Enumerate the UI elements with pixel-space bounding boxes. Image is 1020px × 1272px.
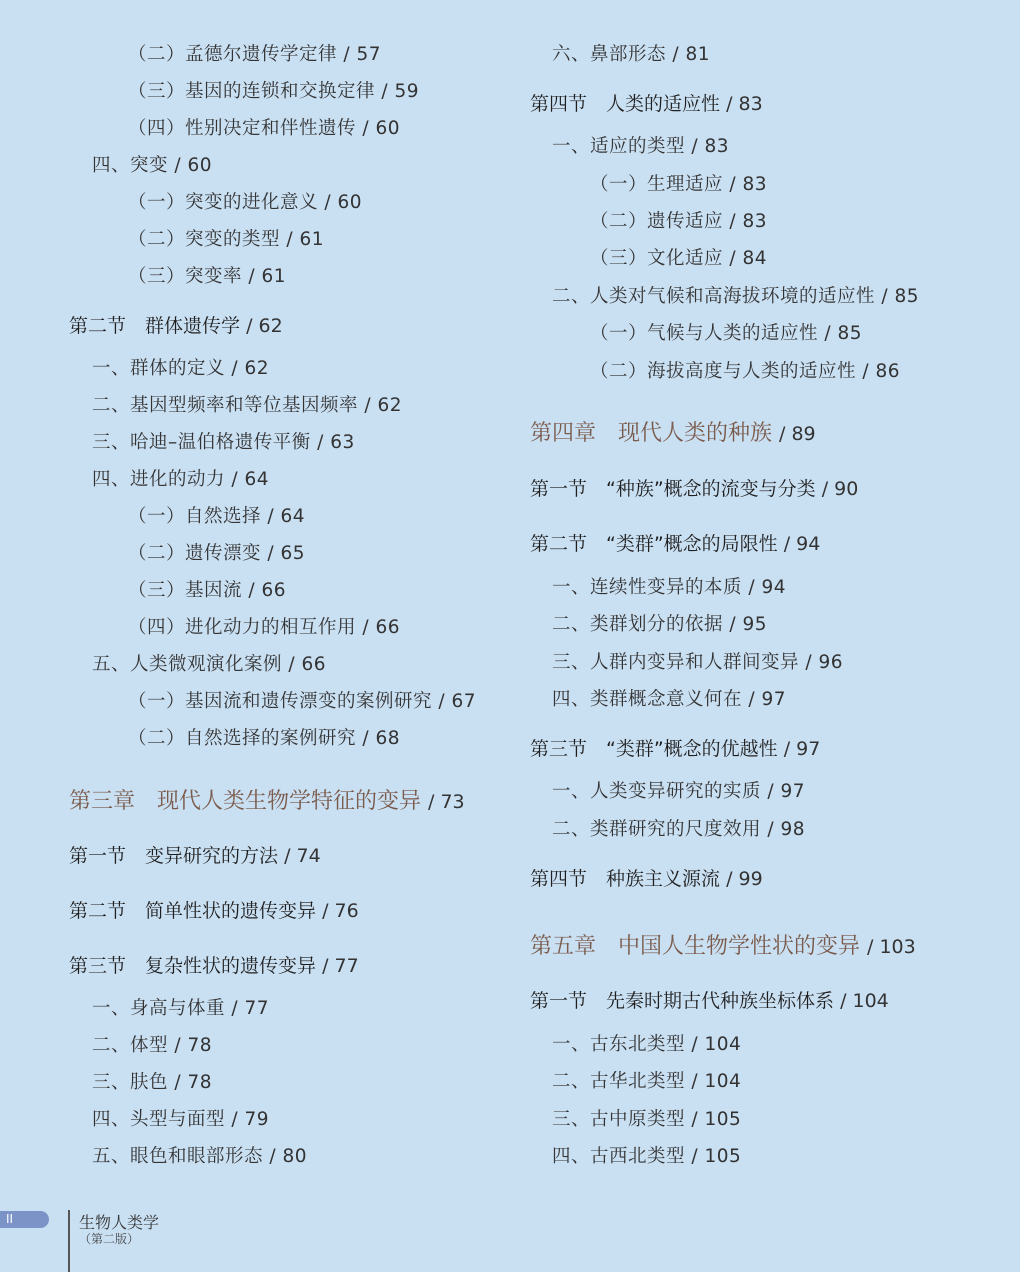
toc-entry[interactable] (92, 360, 269, 379)
toc-entry-label: （二）遗传适应 (590, 211, 724, 232)
toc-entry[interactable] (128, 120, 400, 139)
toc-entry[interactable] (128, 545, 305, 564)
toc-entry[interactable] (552, 288, 919, 307)
toc-entry-label: 二、类群划分的依据 (552, 614, 724, 635)
toc-entry[interactable] (590, 176, 767, 195)
toc-entry[interactable] (69, 902, 359, 921)
toc-entry-label: 一、连续性变异的本质 (552, 577, 743, 598)
toc-entry-page: / 104 (691, 1034, 742, 1055)
toc-entry[interactable] (590, 363, 900, 382)
toc-entry[interactable] (552, 1148, 741, 1167)
toc-entry-label: （一）自然选择 (128, 506, 262, 527)
toc-entry[interactable] (530, 535, 820, 554)
toc-entry-label: （二）突变的类型 (128, 229, 281, 250)
toc-entry-label: 三、肤色 (92, 1072, 169, 1093)
toc-entry[interactable] (128, 730, 400, 749)
toc-entry-page: / 98 (767, 819, 806, 840)
toc-entry-page: / 60 (174, 155, 213, 176)
toc-entry-label: （一）突变的进化意义 (128, 192, 319, 213)
toc-entry[interactable] (552, 1111, 741, 1130)
toc-entry-page: / 79 (231, 1109, 270, 1130)
toc-entry[interactable] (92, 471, 269, 490)
toc-entry[interactable] (128, 693, 476, 712)
toc-entry-page: / 95 (729, 614, 768, 635)
toc-entry-page: / 104 (691, 1071, 742, 1092)
toc-entry-label: 第三节 复杂性状的遗传变异 (69, 955, 317, 977)
toc-entry-label: 三、人群内变异和人群间变异 (552, 652, 800, 673)
toc-entry[interactable] (128, 619, 400, 638)
toc-entry-page: / 99 (726, 868, 763, 890)
toc-entry[interactable] (92, 1000, 269, 1019)
toc-entry-page: / 89 (779, 423, 816, 445)
toc-entry-label: 一、群体的定义 (92, 358, 226, 379)
toc-entry-page: / 76 (322, 900, 359, 922)
toc-entry[interactable] (92, 157, 212, 176)
toc-entry-page: / 83 (729, 174, 768, 195)
toc-entry-page: / 62 (246, 315, 283, 337)
toc-entry-label: 第一节 变异研究的方法 (69, 845, 279, 867)
toc-entry-label: 四、类群概念意义何在 (552, 689, 743, 710)
book-edition: （第二版） (79, 1232, 140, 1246)
toc-entry-page: / 66 (288, 654, 327, 675)
toc-entry-label: （一）气候与人类的适应性 (590, 323, 819, 344)
toc-entry-page: / 97 (767, 781, 806, 802)
toc-entry-page: / 105 (691, 1146, 742, 1167)
toc-entry[interactable] (590, 325, 862, 344)
toc-entry-label: 三、哈迪–温伯格遗传平衡 (92, 432, 311, 453)
toc-entry-page: / 60 (324, 192, 363, 213)
toc-entry-page: / 60 (362, 118, 401, 139)
toc-entry-page: / 74 (284, 845, 321, 867)
toc-entry-label: （三）突变率 (128, 266, 243, 287)
toc-entry[interactable] (128, 582, 286, 601)
toc-entry[interactable] (530, 870, 763, 889)
toc-entry-label: 二、古华北类型 (552, 1071, 686, 1092)
toc-entry[interactable] (128, 46, 381, 65)
toc-entry-label: （三）文化适应 (590, 248, 724, 269)
toc-entry-label: 第一节 先秦时期古代种族坐标体系 (530, 990, 835, 1012)
toc-entry-page: / 61 (248, 266, 287, 287)
toc-entry-page: / 62 (231, 358, 270, 379)
toc-entry-page: / 94 (748, 577, 787, 598)
toc-entry-label: 四、突变 (92, 155, 169, 176)
toc-entry[interactable] (552, 579, 786, 598)
toc-entry-label: 第四节 种族主义源流 (530, 868, 721, 890)
toc-entry-page: / 67 (438, 691, 477, 712)
toc-entry-page: / 105 (691, 1109, 742, 1130)
toc-entry-label: 一、人类变异研究的实质 (552, 781, 762, 802)
toc-entry-page: / 66 (362, 617, 401, 638)
toc-entry-label: 第三章 现代人类生物学特征的变异 (69, 789, 422, 814)
toc-entry-label: 一、适应的类型 (552, 136, 686, 157)
toc-entry-label: （二）孟德尔遗传学定律 (128, 44, 338, 65)
toc-entry[interactable] (92, 1074, 212, 1093)
toc-entry-label: 二、人类对气候和高海拔环境的适应性 (552, 286, 876, 307)
toc-entry-page: / 78 (174, 1035, 213, 1056)
toc-entry-page: / 90 (821, 478, 859, 500)
toc-entry-label: 一、古东北类型 (552, 1034, 686, 1055)
toc-entry[interactable] (92, 1148, 307, 1167)
toc-entry-page: / 86 (862, 361, 901, 382)
toc-entry-label: （三）基因的连锁和交换定律 (128, 81, 376, 102)
toc-entry-page: / 68 (362, 728, 401, 749)
toc-entry[interactable] (128, 508, 305, 527)
toc-entry-page: / 103 (867, 936, 916, 958)
toc-entry-label: 二、类群研究的尺度效用 (552, 819, 762, 840)
toc-entry[interactable] (69, 957, 359, 976)
toc-entry-label: 六、鼻部形态 (552, 44, 667, 65)
toc-entry-label: 四、古西北类型 (552, 1146, 686, 1167)
toc-entry[interactable] (552, 783, 805, 802)
toc-entry[interactable] (128, 231, 324, 250)
toc-entry[interactable] (552, 616, 767, 635)
toc-entry-page: / 78 (174, 1072, 213, 1093)
toc-entry-page: / 63 (317, 432, 355, 453)
toc-entry[interactable] (128, 194, 362, 213)
toc-entry-label: （二）遗传漂变 (128, 543, 262, 564)
toc-entry-label: （四）性别决定和伴性遗传 (128, 118, 357, 139)
toc-entry-label: 第三节 “类群”概念的优越性 (530, 738, 778, 760)
toc-entry-label: （二）海拔高度与人类的适应性 (590, 361, 857, 382)
toc-entry[interactable] (552, 654, 843, 673)
toc-entry-label: （四）进化动力的相互作用 (128, 617, 357, 638)
toc-entry-page: / 61 (286, 229, 325, 250)
toc-entry-page: / 64 (267, 506, 306, 527)
toc-entry[interactable] (92, 434, 355, 453)
toc-entry-label: （三）基因流 (128, 580, 243, 601)
toc-entry-page: / 85 (824, 323, 863, 344)
toc-entry[interactable] (69, 847, 321, 866)
toc-entry-page: / 83 (726, 93, 763, 115)
toc-entry[interactable] (92, 1111, 269, 1130)
toc-entry[interactable] (530, 480, 858, 499)
toc-entry-page: / 80 (269, 1146, 308, 1167)
toc-entry-label: 第二节 “类群”概念的局限性 (530, 533, 778, 555)
toc-entry-page: / 84 (729, 248, 768, 269)
toc-entry-page: / 83 (729, 211, 768, 232)
toc-entry-page: / 96 (805, 652, 844, 673)
toc-entry-label: 第二节 简单性状的遗传变异 (69, 900, 317, 922)
toc-entry-label: 五、眼色和眼部形态 (92, 1146, 264, 1167)
toc-entry-label: 四、头型与面型 (92, 1109, 226, 1130)
toc-entry[interactable] (92, 397, 402, 416)
toc-entry[interactable] (69, 317, 283, 336)
toc-entry[interactable] (530, 740, 820, 759)
toc-entry[interactable] (552, 1073, 741, 1092)
toc-entry[interactable] (530, 95, 763, 114)
toc-entry-page: / 97 (748, 689, 787, 710)
toc-entry-label: 五、人类微观演化案例 (92, 654, 283, 675)
toc-entry-label: 第四节 人类的适应性 (530, 93, 721, 115)
page-number-tab: II (0, 1211, 49, 1228)
toc-entry[interactable] (530, 992, 889, 1011)
toc-entry-label: （二）自然选择的案例研究 (128, 728, 357, 749)
toc-entry[interactable] (552, 138, 729, 157)
toc-entry[interactable] (590, 250, 767, 269)
toc-entry[interactable] (590, 213, 767, 232)
toc-entry[interactable] (92, 656, 326, 675)
toc-entry[interactable] (552, 821, 805, 840)
toc-entry-page: / 66 (248, 580, 287, 601)
toc-entry-label: 第五章 中国人生物学性状的变异 (530, 934, 861, 959)
toc-entry[interactable] (552, 1036, 741, 1055)
toc-entry-label: 二、体型 (92, 1035, 169, 1056)
toc-entry-label: 第二节 群体遗传学 (69, 315, 241, 337)
toc-entry-label: （一）基因流和遗传漂变的案例研究 (128, 691, 433, 712)
toc-entry-label: 第四章 现代人类的种族 (530, 421, 773, 446)
toc-entry-page: / 77 (322, 955, 359, 977)
toc-chapter[interactable] (69, 791, 465, 813)
toc-entry-page: / 64 (231, 469, 270, 490)
toc-chapter[interactable] (530, 936, 916, 958)
toc-entry-page: / 97 (783, 738, 821, 760)
toc-entry-label: 三、古中原类型 (552, 1109, 686, 1130)
toc-entry-page: / 73 (428, 791, 465, 813)
toc-entry-label: 一、身高与体重 (92, 998, 226, 1019)
toc-entry[interactable] (552, 46, 710, 65)
toc-chapter[interactable] (530, 423, 816, 445)
toc-entry-page: / 81 (672, 44, 711, 65)
toc-entry-page: / 85 (881, 286, 920, 307)
toc-entry-label: 第一节 “种族”概念的流变与分类 (530, 478, 816, 500)
toc-entry-label: （一）生理适应 (590, 174, 724, 195)
toc-entry[interactable] (552, 691, 786, 710)
toc-entry[interactable] (128, 268, 286, 287)
toc-entry[interactable] (128, 83, 419, 102)
toc-entry-page: / 59 (381, 81, 420, 102)
toc-entry-page: / 62 (364, 395, 403, 416)
book-title: 生物人类学 (79, 1213, 160, 1232)
toc-entry-page: / 77 (231, 998, 270, 1019)
toc-entry[interactable] (92, 1037, 212, 1056)
toc-entry-page: / 104 (840, 990, 889, 1012)
footer-divider (68, 1210, 70, 1272)
toc-entry-label: 二、基因型频率和等位基因频率 (92, 395, 359, 416)
toc-entry-label: 四、进化的动力 (92, 469, 226, 490)
toc-entry-page: / 83 (691, 136, 730, 157)
toc-entry-page: / 94 (783, 533, 821, 555)
toc-entry-page: / 65 (267, 543, 306, 564)
toc-entry-page: / 57 (343, 44, 382, 65)
